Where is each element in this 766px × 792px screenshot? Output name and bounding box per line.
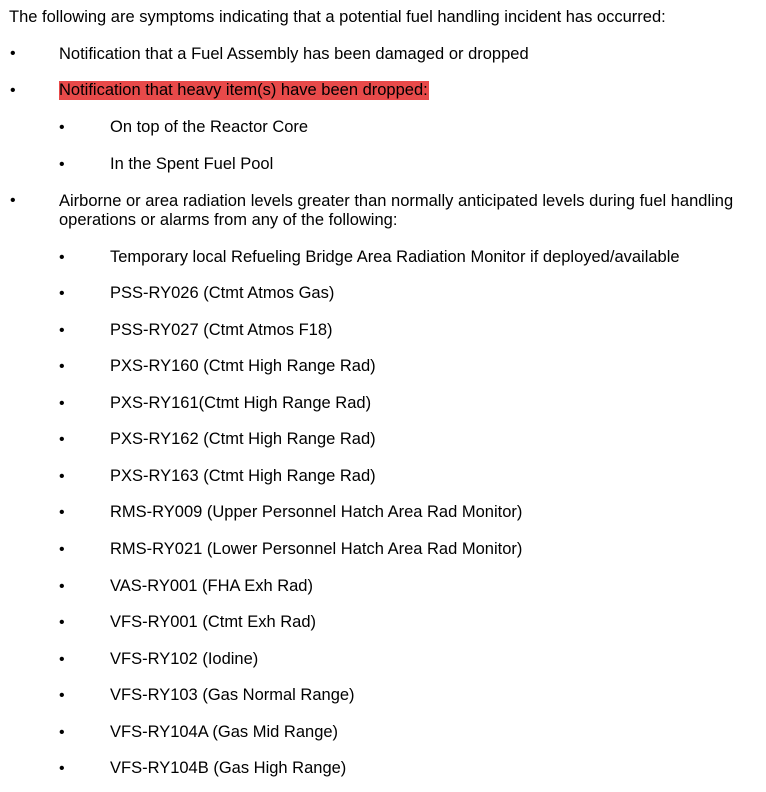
sub-list-item: In the Spent Fuel Pool bbox=[110, 155, 274, 173]
sub-list-item: PXS-RY161(Ctmt High Range Rad) bbox=[110, 394, 372, 412]
sub-list-item: VFS-RY104A (Gas Mid Range) bbox=[110, 723, 339, 741]
list-item: Notification that a Fuel Assembly has been damaged or dropped bbox=[59, 45, 529, 63]
bullet-icon: • bbox=[59, 504, 65, 521]
bullet-icon: • bbox=[59, 541, 65, 558]
bullet-icon: • bbox=[59, 431, 65, 448]
bullet-icon: • bbox=[10, 192, 16, 209]
sub-list-item: VFS-RY001 (Ctmt Exh Rad) bbox=[110, 613, 317, 631]
sub-list-item: VFS-RY104B (Gas High Range) bbox=[110, 759, 347, 777]
sub-list-item: PXS-RY160 (Ctmt High Range Rad) bbox=[110, 357, 376, 375]
bullet-icon: • bbox=[59, 760, 65, 777]
list-item: Airborne or area radiation levels greater than normally anticipated levels during fuel handling operations or alarms from any of the following: bbox=[59, 192, 734, 229]
bullet-icon: • bbox=[59, 395, 65, 412]
bullet-icon: • bbox=[59, 687, 65, 704]
bullet-icon: • bbox=[59, 578, 65, 595]
bullet-icon: • bbox=[59, 468, 65, 485]
bullet-icon: • bbox=[59, 156, 65, 173]
highlighted-text: Notification that heavy item(s) have been dropped: bbox=[59, 81, 428, 99]
sub-list-item: RMS-RY021 (Lower Personnel Hatch Area Rad Monitor) bbox=[110, 540, 523, 558]
sub-list-item: RMS-RY009 (Upper Personnel Hatch Area Rad Monitor) bbox=[110, 503, 523, 521]
bullet-icon: • bbox=[59, 614, 65, 631]
bullet-icon: • bbox=[59, 358, 65, 375]
bullet-icon: • bbox=[10, 82, 16, 99]
list-item-highlighted bbox=[59, 81, 429, 100]
intro-paragraph: The following are symptoms indicating that a potential fuel handling incident has occurred: bbox=[9, 8, 666, 26]
sub-list-item: VFS-RY102 (Iodine) bbox=[110, 650, 259, 668]
bullet-icon: • bbox=[59, 651, 65, 668]
sub-list-item: On top of the Reactor Core bbox=[110, 118, 309, 136]
bullet-icon: • bbox=[59, 119, 65, 136]
bullet-icon: • bbox=[59, 322, 65, 339]
bullet-icon: • bbox=[59, 724, 65, 741]
sub-list-item: VAS-RY001 (FHA Exh Rad) bbox=[110, 577, 313, 595]
bullet-icon: • bbox=[59, 285, 65, 302]
sub-list-item: PSS-RY027 (Ctmt Atmos F18) bbox=[110, 321, 333, 339]
sub-list-item: PXS-RY163 (Ctmt High Range Rad) bbox=[110, 467, 376, 485]
bullet-icon: • bbox=[10, 45, 16, 62]
sub-list-item: PXS-RY162 (Ctmt High Range Rad) bbox=[110, 430, 376, 448]
sub-list-item: Temporary local Refueling Bridge Area Radiation Monitor if deployed/available bbox=[110, 248, 680, 266]
sub-list-item: PSS-RY026 (Ctmt Atmos Gas) bbox=[110, 284, 335, 302]
sub-list-item: VFS-RY103 (Gas Normal Range) bbox=[110, 686, 355, 704]
bullet-icon: • bbox=[59, 249, 65, 266]
